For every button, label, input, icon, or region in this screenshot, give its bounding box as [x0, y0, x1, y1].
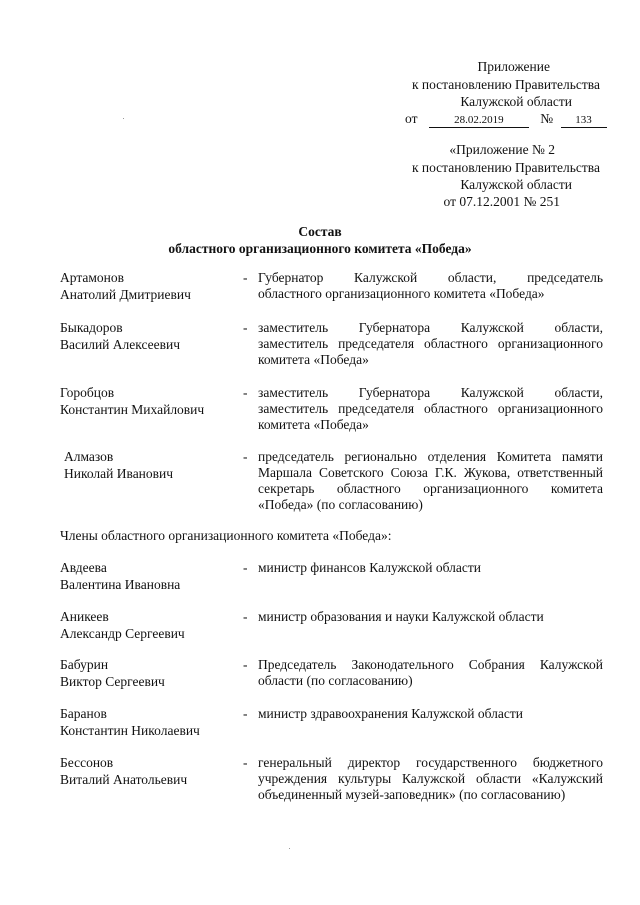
person-position: [258, 706, 603, 722]
person-surname: Бабурин: [60, 657, 109, 672]
position-line: секретарь областного организационного комитета: [258, 481, 603, 496]
appendix-date: 28.02.2019: [429, 113, 529, 128]
person-surname: Горобцов: [60, 385, 115, 400]
position-line: комитета «Победа»: [258, 352, 369, 367]
person-given-name: Александр Сергеевич: [60, 626, 185, 641]
appendix-number: 133: [561, 113, 607, 128]
dash-separator: -: [243, 270, 248, 285]
position-line: заместитель Губернатора Калужской области,: [258, 320, 603, 335]
number-label: №: [540, 111, 554, 126]
person-position: [258, 609, 603, 625]
position-line: «Победа» (по согласованию): [258, 497, 423, 512]
from-label: от: [405, 111, 418, 126]
person-position: [258, 657, 603, 689]
position-line: заместитель председателя областного организационного: [258, 336, 603, 351]
person-surname: Баранов: [60, 706, 107, 721]
person-position: [258, 755, 603, 803]
appendix2-line-3: Калужской области: [460, 177, 572, 192]
person-surname: Алмазов: [64, 449, 114, 464]
appendix-line-2: к постановлению Правительства: [411, 77, 600, 92]
person-position: [258, 385, 603, 433]
appendix2-line-1: «Приложение № 2: [449, 142, 555, 157]
position-line: заместитель Губернатора Калужской области,: [258, 385, 603, 400]
dash-separator: -: [243, 385, 248, 400]
position-line: председатель регионально отделения Комитета памяти: [258, 449, 603, 464]
person-position: [258, 270, 603, 302]
appendix-line-3: Калужской области: [460, 94, 572, 109]
dash-separator: -: [243, 755, 248, 770]
dash-separator: -: [243, 560, 248, 575]
person-surname: Бессонов: [60, 755, 114, 770]
position-line: областного организационного комитета «Победа»: [258, 286, 545, 301]
page-title: Состав: [298, 224, 342, 239]
appendix-line-1: Приложение: [477, 59, 550, 74]
appendix2-line-4: от 07.12.2001 № 251: [443, 194, 560, 209]
dash-separator: -: [243, 657, 248, 672]
page-subtitle: областного организационного комитета «Победа»: [168, 241, 472, 256]
position-line: Губернатор Калужской области, председатель: [258, 270, 603, 285]
dash-separator: -: [243, 449, 248, 464]
scan-speck: [289, 848, 290, 849]
person-position: [258, 560, 603, 576]
person-given-name: Константин Михайлович: [60, 402, 205, 417]
person-given-name: Валентина Ивановна: [60, 577, 181, 592]
position-line: заместитель председателя областного организационного: [258, 401, 603, 416]
person-given-name: Василий Алексеевич: [60, 337, 181, 352]
position-line: генеральный директор государственного бюджетного: [258, 755, 603, 770]
dash-separator: -: [243, 609, 248, 624]
person-surname: Артамонов: [60, 270, 125, 285]
position-line: области (по согласованию): [258, 673, 413, 688]
person-given-name: Виктор Сергеевич: [60, 674, 165, 689]
position-line: комитета «Победа»: [258, 417, 369, 432]
position-line: Председатель Законодательного Собрания Калужской: [258, 657, 603, 672]
scan-speck: [123, 118, 124, 119]
person-surname: Авдеева: [60, 560, 107, 575]
position-line: объединенный музей-заповедник» (по согласованию): [258, 787, 566, 802]
person-position: [258, 320, 603, 368]
position-line: учреждения культуры Калужской области «Калужский: [258, 771, 603, 786]
person-given-name: Константин Николаевич: [60, 723, 200, 738]
members-heading: Члены областного организационного комитета «Победа»:: [60, 528, 392, 543]
person-surname: Быкадоров: [60, 320, 123, 335]
position-line: Маршала Советского Союза Г.К. Жукова, ответственный: [258, 465, 603, 480]
person-given-name: Виталий Анатольевич: [60, 772, 188, 787]
position-line: министр финансов Калужской области: [258, 560, 481, 575]
person-surname: Аникеев: [60, 609, 109, 624]
position-line: министр образования и науки Калужской области: [258, 609, 544, 624]
position-line: министр здравоохранения Калужской области: [258, 706, 523, 721]
person-position: [258, 449, 603, 513]
appendix2-line-2: к постановлению Правительства: [411, 160, 600, 175]
dash-separator: -: [243, 706, 248, 721]
dash-separator: -: [243, 320, 248, 335]
person-given-name: Анатолий Дмитриевич: [60, 287, 191, 302]
person-given-name: Николай Иванович: [64, 466, 174, 481]
appendix-date-row: [405, 111, 607, 128]
